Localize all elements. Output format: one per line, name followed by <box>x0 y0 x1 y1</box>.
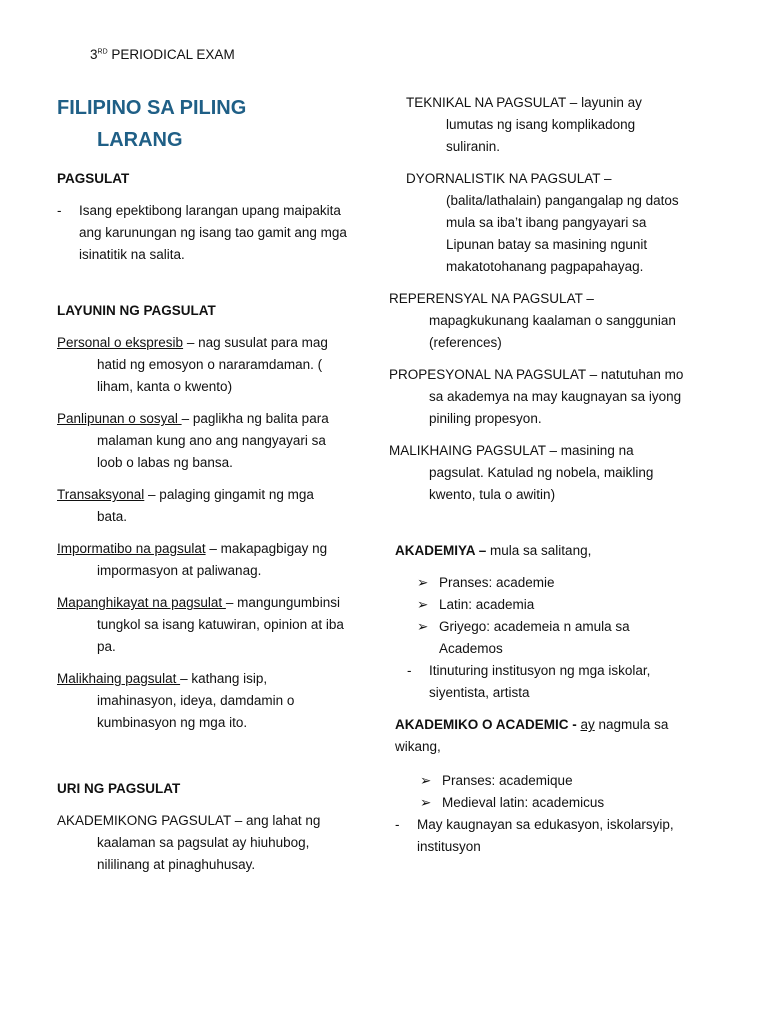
akademiya-term: AKADEMIYA – <box>395 543 487 558</box>
layunin-item <box>57 668 347 734</box>
akademiya-line <box>395 540 689 562</box>
header-superscript: RD <box>97 48 108 56</box>
dash-bullet: - <box>395 817 400 832</box>
layunin-term: Mapanghikayat na pagsulat <box>57 595 226 610</box>
akademiya-desc: mula sa salitang, <box>486 543 592 558</box>
pagsulat-heading: PAGSULAT <box>57 171 130 186</box>
akademiya-note-text: Itinuturing institusyon ng mga iskolar, siyentista, artista <box>429 663 651 700</box>
header-number: 3 <box>90 47 98 62</box>
list-item <box>420 792 689 814</box>
layunin-item <box>57 408 347 474</box>
layunin-desc: – nag susulat para mag hatid ng emosyon o nararamdaman. ( liham, kanta o kwento) <box>97 335 328 394</box>
dash-bullet: - <box>407 663 412 678</box>
document-title <box>57 92 347 156</box>
akademiko-line <box>395 714 689 758</box>
uri-item-reperensyal: REPERENSYAL NA PAGSULAT – mapagkukunang kaalaman o sanggunian (references) <box>389 291 676 350</box>
list-item-text: Latin: academia <box>439 597 535 612</box>
left-column <box>57 92 347 886</box>
list-item <box>417 594 689 616</box>
akademiya-block <box>395 540 689 814</box>
layunin-desc: – mangungumbinsi tungkol sa isang katuwiran, opinion at iba pa. <box>97 595 344 654</box>
list-item <box>417 572 689 594</box>
akademiya-note <box>395 660 689 704</box>
title-line-2: LARANG <box>97 129 183 151</box>
exam-header <box>90 47 235 62</box>
arrow-bullet-icon: ➢ <box>417 597 429 612</box>
layunin-item <box>57 592 347 658</box>
layunin-desc: – paglikha ng balita para malaman kung ano ang nangyayari sa loob o labas ng bansa. <box>97 411 329 470</box>
layunin-heading: LAYUNIN NG PAGSULAT <box>57 303 216 318</box>
dash-bullet: - <box>57 203 62 218</box>
uri-item-propesyonal: PROPESYONAL NA PAGSULAT – natutuhan mo sa akademya na may kaugnayan sa iyong piniling propesyon. <box>389 367 684 426</box>
akademiko-origin-list <box>395 770 689 814</box>
layunin-term: Panlipunan o sosyal <box>57 411 182 426</box>
uri-item-teknikal: TEKNIKAL NA PAGSULAT – layunin ay lumutas ng isang komplikadong suliranin. <box>406 95 642 154</box>
arrow-bullet-icon: ➢ <box>417 619 429 634</box>
uri-item-malikhaing: MALIKHAING PAGSULAT – masining na pagsulat. Katulad ng nobela, maikling kwento, tula o awitin) <box>389 443 654 502</box>
layunin-desc: – makapagbigay ng impormasyon at paliwanag. <box>97 541 328 578</box>
akademikong-pagsulat: AKADEMIKONG PAGSULAT – ang lahat ng kaalaman sa pagsulat ay hiuhubog, nililinang at pinaghuhusay. <box>57 813 321 872</box>
layunin-term: Transaksyonal <box>57 487 145 502</box>
header-text: PERIODICAL EXAM <box>111 47 235 62</box>
pagsulat-definition <box>57 200 347 266</box>
pagsulat-definition-text: Isang epektibong larangan upang maipakita ang karunungan ng isang tao gamit ang mga isinatitik na salita. <box>79 203 347 262</box>
list-item-text: Medieval latin: academicus <box>442 795 605 810</box>
layunin-item <box>57 484 347 528</box>
akademiko-term: AKADEMIKO O ACADEMIC - <box>395 717 577 732</box>
list-item-text: Pranses: academique <box>442 773 573 788</box>
uri-heading: URI NG PAGSULAT <box>57 781 181 796</box>
layunin-term: Malikhaing pagsulat <box>57 671 181 686</box>
akademiko-note <box>395 814 689 858</box>
title-line-1: FILIPINO SA PILING <box>57 97 247 119</box>
layunin-item <box>57 538 347 582</box>
arrow-bullet-icon: ➢ <box>420 773 432 788</box>
layunin-term: Impormatibo na pagsulat <box>57 541 206 556</box>
akademiko-ay: ay <box>580 717 595 732</box>
akademiko-desc: nagmula sa wikang, <box>395 717 669 754</box>
arrow-bullet-icon: ➢ <box>420 795 432 810</box>
list-item <box>420 770 689 792</box>
layunin-item <box>57 332 347 398</box>
arrow-bullet-icon: ➢ <box>417 575 429 590</box>
list-item <box>417 616 689 660</box>
right-column <box>389 92 689 858</box>
akademiya-origin-list <box>395 572 689 660</box>
uri-item-dyornalistik: DYORNALISTIK NA PAGSULAT – (balita/lathalain) pangangalap ng datos mula sa iba’t ibang pangyayari sa Lipunan batay sa masining ngunit makatotohanang pagpapahayag. <box>406 171 679 274</box>
list-item-text: Griyego: academeia n amula sa Academos <box>439 619 630 656</box>
layunin-term: Personal o ekspresib <box>57 335 184 350</box>
akademiko-note-text: May kaugnayan sa edukasyon, iskolarsyip, institusyon <box>417 817 674 854</box>
layunin-desc: – kathang isip, imahinasyon, ideya, damdamin o kumbinasyon ng mga ito. <box>97 671 295 730</box>
layunin-desc: – palaging gingamit ng mga bata. <box>97 487 314 524</box>
list-item-text: Pranses: academie <box>439 575 555 590</box>
